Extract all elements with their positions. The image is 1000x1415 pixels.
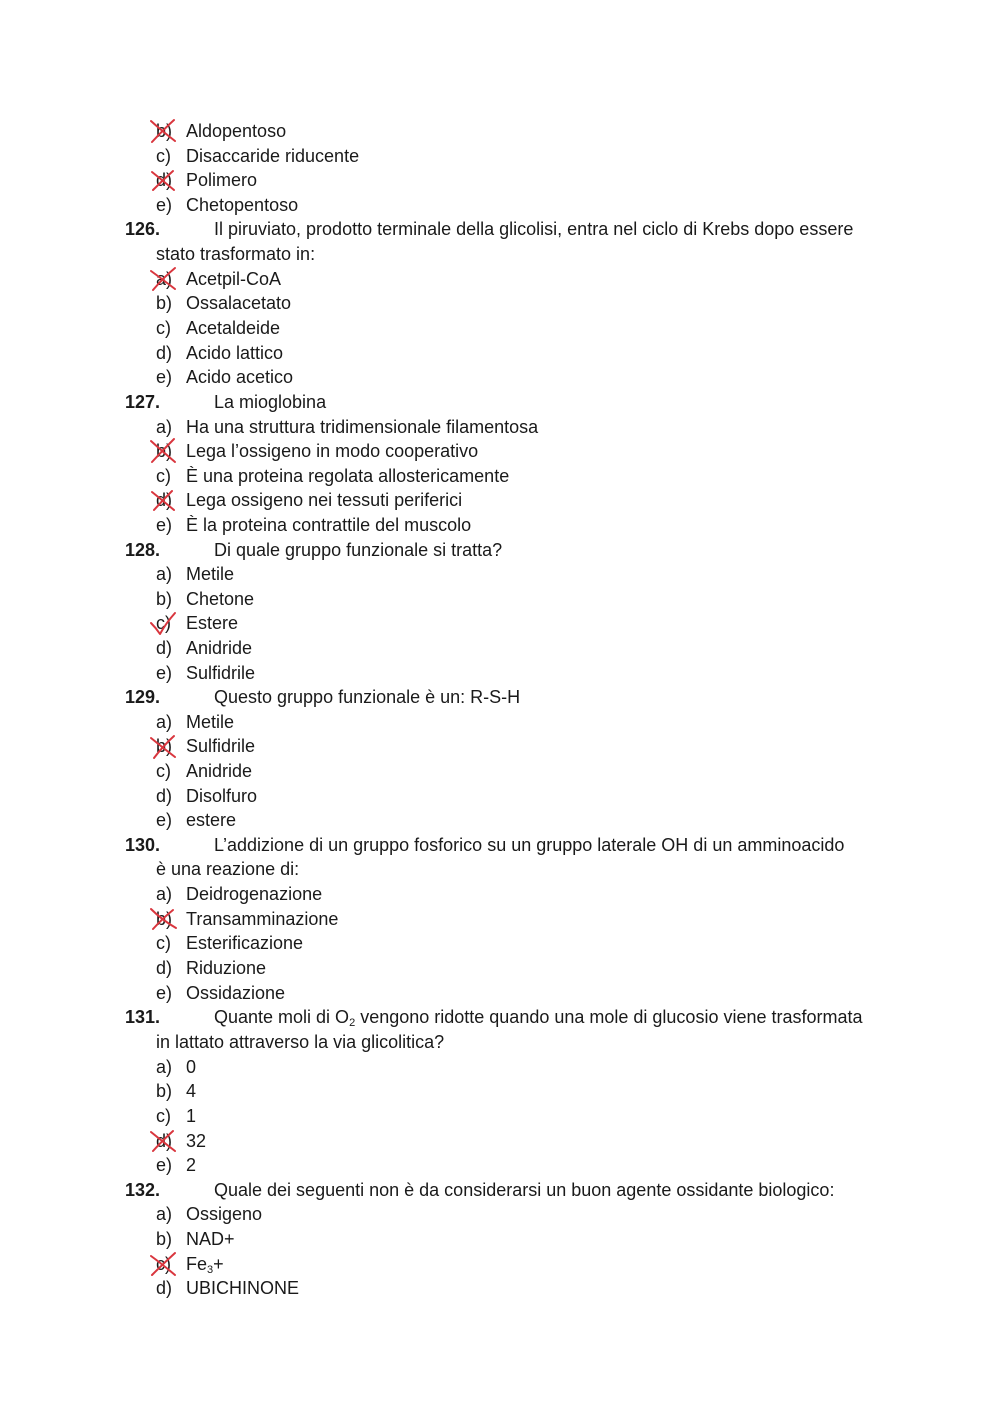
option-text: Disolfuro: [186, 786, 258, 806]
option-text: 0: [186, 1057, 197, 1077]
option-text-part: +: [213, 1254, 224, 1274]
cross-mark-icon: [148, 906, 178, 932]
option-letter: b): [156, 293, 173, 313]
option-text: UBICHINONE: [186, 1278, 300, 1298]
option-letter: a): [156, 564, 173, 584]
question-text-continued: stato trasformato in:: [156, 244, 316, 264]
option-letter: d): [156, 1131, 173, 1151]
question-text: La mioglobina: [214, 392, 327, 412]
option-text: Riduzione: [186, 958, 267, 978]
option-text: 1: [186, 1106, 197, 1126]
question-text: Quale dei seguenti non è da considerarsi un buon agente ossidante biologico:: [214, 1180, 835, 1200]
option-text: Anidride: [186, 761, 253, 781]
option-letter: b): [156, 121, 173, 141]
option-text: 2: [186, 1155, 197, 1175]
option-text: Deidrogenazione: [186, 884, 323, 904]
option-letter: b): [156, 589, 173, 609]
option-letter: c): [156, 1106, 171, 1126]
cross-mark-icon: [148, 488, 178, 514]
option-text: Ha una struttura tridimensionale filamentosa: [186, 417, 539, 437]
subscript: 2: [349, 1017, 356, 1029]
option-letter: c): [156, 1254, 171, 1274]
option-text: Chetopentoso: [186, 195, 299, 215]
option-text: 4: [186, 1081, 197, 1101]
option-text: estere: [186, 810, 237, 830]
question-number: 130.: [125, 835, 161, 855]
option-text: 32: [186, 1131, 207, 1151]
option-letter: d): [156, 490, 173, 510]
option-text: Sulfidrile: [186, 736, 256, 756]
option-text: [186, 1252, 224, 1277]
option-letter: a): [156, 269, 173, 289]
option-text: È la proteina contrattile del muscolo: [186, 515, 472, 535]
option-text: Chetone: [186, 589, 255, 609]
option-text: Estere: [186, 613, 239, 633]
option-letter: c): [156, 933, 171, 953]
option-letter: e): [156, 810, 173, 830]
option-text: Aldopentoso: [186, 121, 287, 141]
option-letter: d): [156, 1278, 173, 1298]
cross-mark-icon: [148, 1251, 178, 1277]
option-letter: c): [156, 613, 171, 633]
option-text: Esterificazione: [186, 933, 304, 953]
option-text: Lega ossigeno nei tessuti periferici: [186, 490, 463, 510]
question-number: 129.: [125, 687, 161, 707]
option-letter: d): [156, 343, 173, 363]
question-number: 126.: [125, 219, 161, 239]
cross-mark-icon: [148, 118, 178, 144]
option-letter: d): [156, 786, 173, 806]
option-text: Metile: [186, 564, 235, 584]
option-letter: b): [156, 1229, 173, 1249]
option-text: È una proteina regolata allostericamente: [186, 466, 510, 486]
option-letter: e): [156, 983, 173, 1003]
option-text: Acido acetico: [186, 367, 294, 387]
option-text: Ossidazione: [186, 983, 286, 1003]
question-text-continued: in lattato attraverso la via glicolitica?: [156, 1032, 445, 1052]
option-letter: a): [156, 712, 173, 732]
option-letter: b): [156, 909, 173, 929]
cross-mark-icon: [148, 1128, 178, 1154]
option-letter: a): [156, 417, 173, 437]
question-text-continued: è una reazione di:: [156, 859, 300, 879]
question-text-part: Quante moli di O: [214, 1007, 350, 1027]
option-letter: d): [156, 958, 173, 978]
option-text: Acetpil-CoA: [186, 269, 282, 289]
cross-mark-icon: [148, 438, 178, 464]
cross-mark-icon: [148, 734, 178, 760]
option-text: Acetaldeide: [186, 318, 281, 338]
option-text: Polimero: [186, 170, 258, 190]
option-text: NAD+: [186, 1229, 235, 1249]
option-letter: e): [156, 195, 173, 215]
question-number: 128.: [125, 540, 161, 560]
option-letter: c): [156, 146, 171, 166]
option-letter: b): [156, 441, 173, 461]
question-number: 132.: [125, 1180, 161, 1200]
question-number: 131.: [125, 1007, 161, 1027]
option-letter: a): [156, 1057, 173, 1077]
option-letter: e): [156, 1155, 173, 1175]
subscript: 3: [207, 1264, 214, 1276]
option-letter: e): [156, 663, 173, 683]
option-text: Transamminazione: [186, 909, 339, 929]
option-text: Disaccaride riducente: [186, 146, 360, 166]
question-text: [214, 1005, 863, 1030]
option-text: Ossigeno: [186, 1204, 263, 1224]
question-text: Di quale gruppo funzionale si tratta?: [214, 540, 503, 560]
option-text: Ossalacetato: [186, 293, 292, 313]
option-text: Acido lattico: [186, 343, 284, 363]
option-text-part: Fe: [186, 1254, 208, 1274]
option-text: Lega l’ossigeno in modo cooperativo: [186, 441, 479, 461]
option-text: Anidride: [186, 638, 253, 658]
question-number: 127.: [125, 392, 161, 412]
option-letter: e): [156, 515, 173, 535]
option-letter: b): [156, 1081, 173, 1101]
option-letter: a): [156, 884, 173, 904]
option-letter: c): [156, 466, 171, 486]
option-letter: a): [156, 1204, 173, 1224]
check-mark-icon: [148, 611, 178, 637]
option-letter: b): [156, 736, 173, 756]
option-letter: c): [156, 761, 171, 781]
question-text: Questo gruppo funzionale è un: R-S-H: [214, 687, 521, 707]
question-text: L’addizione di un gruppo fosforico su un gruppo laterale OH di un amminoacido: [214, 835, 845, 855]
option-letter: e): [156, 367, 173, 387]
option-text: Metile: [186, 712, 235, 732]
cross-mark-icon: [148, 266, 178, 292]
option-letter: d): [156, 170, 173, 190]
option-text: Sulfidrile: [186, 663, 256, 683]
question-text: Il piruviato, prodotto terminale della glicolisi, entra nel ciclo di Krebs dopo essere: [214, 219, 854, 239]
option-letter: c): [156, 318, 171, 338]
option-letter: d): [156, 638, 173, 658]
question-text-part: vengono ridotte quando una mole di glucosio viene trasformata: [355, 1007, 863, 1027]
cross-mark-icon: [148, 168, 178, 194]
